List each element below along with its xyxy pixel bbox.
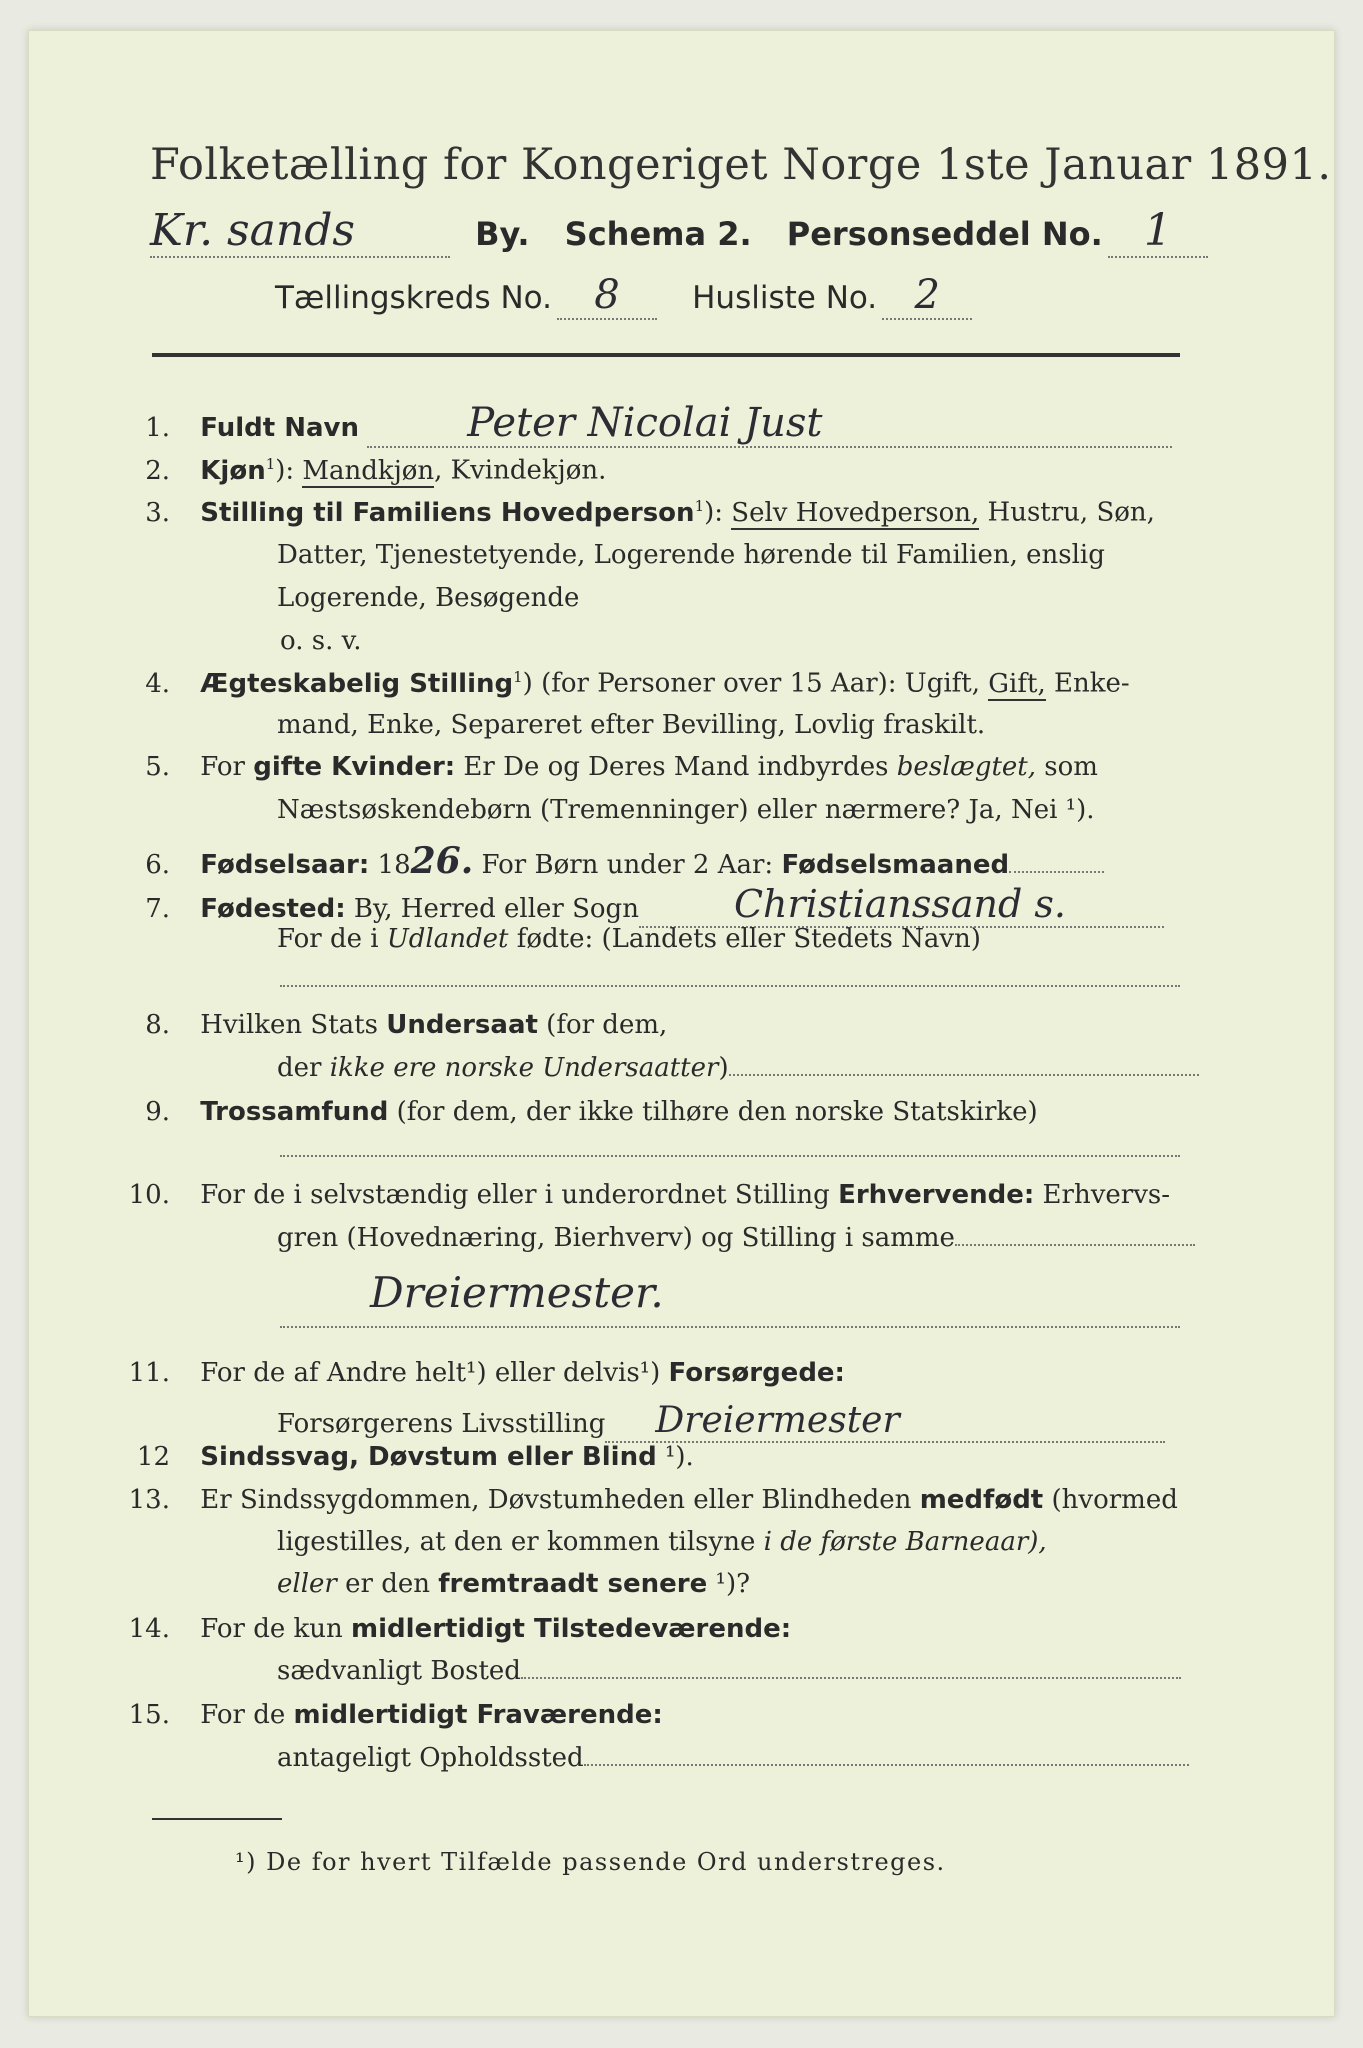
gender-label: Kjøn <box>200 455 266 486</box>
item-1: 1. Fuldt Navn Peter Nicolai Just <box>100 400 1185 448</box>
item-6: 6. Fødselsaar: 1826. For Børn under 2 Aar: Fødselsmaaned <box>100 840 1185 882</box>
item-15: 15. For de midlertidigt Fraværende: <box>128 1700 663 1730</box>
item-10-line-2: gren (Hovednæring, Bierhverv) og Stilling i samme <box>277 1223 1185 1253</box>
item-3-line-4: o. s. v. <box>280 626 362 656</box>
family-position-selected: Selv Hovedperson, <box>731 497 980 528</box>
header-row-2 <box>275 272 972 317</box>
item-3: 3. Stilling til Familiens Hovedperson$^1$): Selv Hovedperson, Hustru, Søn, <box>145 497 1155 528</box>
personseddel-value: 1 <box>1108 205 1208 258</box>
by-label: By. <box>475 215 530 253</box>
marital-status-selected: Gift, <box>988 668 1046 699</box>
full-name-value: Peter Nicolai Just <box>367 400 1172 448</box>
schema-label: Schema 2. <box>564 215 752 253</box>
item-15-line-2: antageligt Opholdssted <box>277 1743 1185 1773</box>
citizenship-field <box>729 1074 1199 1076</box>
supported-label: Forsørgede: <box>668 1358 845 1388</box>
item-13: 13. Er Sindssygdommen, Døvstumheden eller Blindheden medfødt (hvormed <box>128 1485 1178 1515</box>
birthplace-value: Christianssand s. <box>639 882 1164 928</box>
item-14-line-2: sædvanligt Bosted <box>277 1656 1185 1686</box>
religion-label: Trossamfund <box>200 1097 389 1127</box>
item-7-line-2: For de i Udlandet fødte: (Landets eller Stedets Navn) <box>277 924 981 954</box>
item-2: 2. Kjøn$^1$): Mandkjøn, Kvindekjøn. <box>145 455 607 486</box>
kreds-label: Tællingskreds No. <box>275 280 552 316</box>
header-divider <box>152 353 1180 357</box>
religion-field <box>280 1130 1180 1157</box>
husliste-label: Husliste No. <box>692 280 878 316</box>
item-4: 4. Ægteskabelig Stilling$^1$) (for Personer over 15 Aar): Ugift, Gift, Enke- <box>145 668 1130 699</box>
gender-selected: Mandkjøn <box>302 455 435 486</box>
item-4-line-2: mand, Enke, Separeret efter Bevilling, Lovlig fraskilt. <box>277 710 986 740</box>
item-11-line-2: Forsørgerens Livsstilling Dreiermester <box>277 1400 1185 1443</box>
birth-month-label: Fødselsmaaned <box>781 850 1010 880</box>
item-9: 9. Trossamfund (for dem, der ikke tilhøre den norske Statskirke) <box>145 1097 1038 1127</box>
item-13-line-2: ligestilles, at den er kommen tilsyne i de første Barneaar), <box>277 1527 1047 1557</box>
provider-occupation-value: Dreiermester <box>605 1400 1165 1443</box>
husliste-value: 2 <box>882 272 972 320</box>
footnote: ¹) De for hvert Tilfælde passende Ord understreges. <box>235 1848 946 1876</box>
full-name-label: Fuldt Navn <box>200 413 360 443</box>
item-3-line-3: Logerende, Besøgende <box>277 583 580 613</box>
citizenship-label: Undersaat <box>386 1010 538 1040</box>
item-10: 10. For de i selvstændig eller i underordnet Stilling Erhvervende: Erhvervs- <box>128 1180 1171 1210</box>
birthplace-label: Fødested: <box>200 894 346 924</box>
stay-location-field <box>584 1764 1189 1766</box>
family-position-label: Stilling til Familiens Hovedperson <box>200 497 695 528</box>
kreds-value: 8 <box>557 272 657 320</box>
item-11: 11. For de af Andre helt¹) eller delvis¹) Forsørgede: <box>128 1358 845 1388</box>
disability-label: Sindssvag, Døvstum eller Blind <box>200 1442 657 1472</box>
city-handwritten: Kr. sands <box>150 205 450 258</box>
item-13-line-3: eller er den fremtraadt senere ¹)? <box>277 1569 751 1599</box>
occupation-value: Dreiermester. <box>280 1268 1180 1328</box>
married-women-label: gifte Kvinder: <box>253 752 456 782</box>
personseddel-label: Personseddel No. <box>786 215 1103 253</box>
occupation-label: Erhvervende: <box>838 1180 1035 1210</box>
item-8-line-2: der ikke ere norske Undersaatter) <box>277 1053 1185 1083</box>
item-7-foreign-field <box>280 960 1180 987</box>
marital-status-label: Ægteskabelig Stilling <box>200 668 514 699</box>
temporary-absent-label: midlertidigt Fraværende: <box>293 1700 663 1730</box>
temporary-present-label: midlertidigt Tilstedeværende: <box>351 1614 792 1644</box>
item-5-line-2: Næstsøskendebørn (Tremenninger) eller nærmere? Ja, Nei ¹). <box>277 795 1095 825</box>
item-5: 5. For gifte Kvinder: Er De og Deres Mand indbyrdes beslægtet, som <box>145 752 1098 782</box>
birth-month-field <box>1009 871 1104 873</box>
birth-year-label: Fødselsaar: <box>200 850 370 880</box>
congenital-label: medfødt <box>919 1485 1044 1515</box>
birth-year-value: 26. <box>410 840 474 882</box>
form-title: Folketælling for Kongeriget Norge 1ste Januar 1891. <box>150 140 1332 190</box>
item-12: 12 Sindssvag, Døvstum eller Blind ¹). <box>136 1442 694 1472</box>
item-3-line-2: Datter, Tjenestetyende, Logerende hørende til Familien, enslig <box>277 540 1105 570</box>
item-7: 7. Fødested: By, Herred eller Sogn Christianssand s. <box>100 882 1185 928</box>
item-8: 8. Hvilken Stats Undersaat (for dem, <box>145 1010 668 1040</box>
item-14: 14. For de kun midlertidigt Tilstedeværende: <box>128 1614 792 1644</box>
footnote-divider <box>152 1818 282 1820</box>
header-row-1 <box>150 205 1185 255</box>
usual-residence-field <box>521 1677 1181 1679</box>
